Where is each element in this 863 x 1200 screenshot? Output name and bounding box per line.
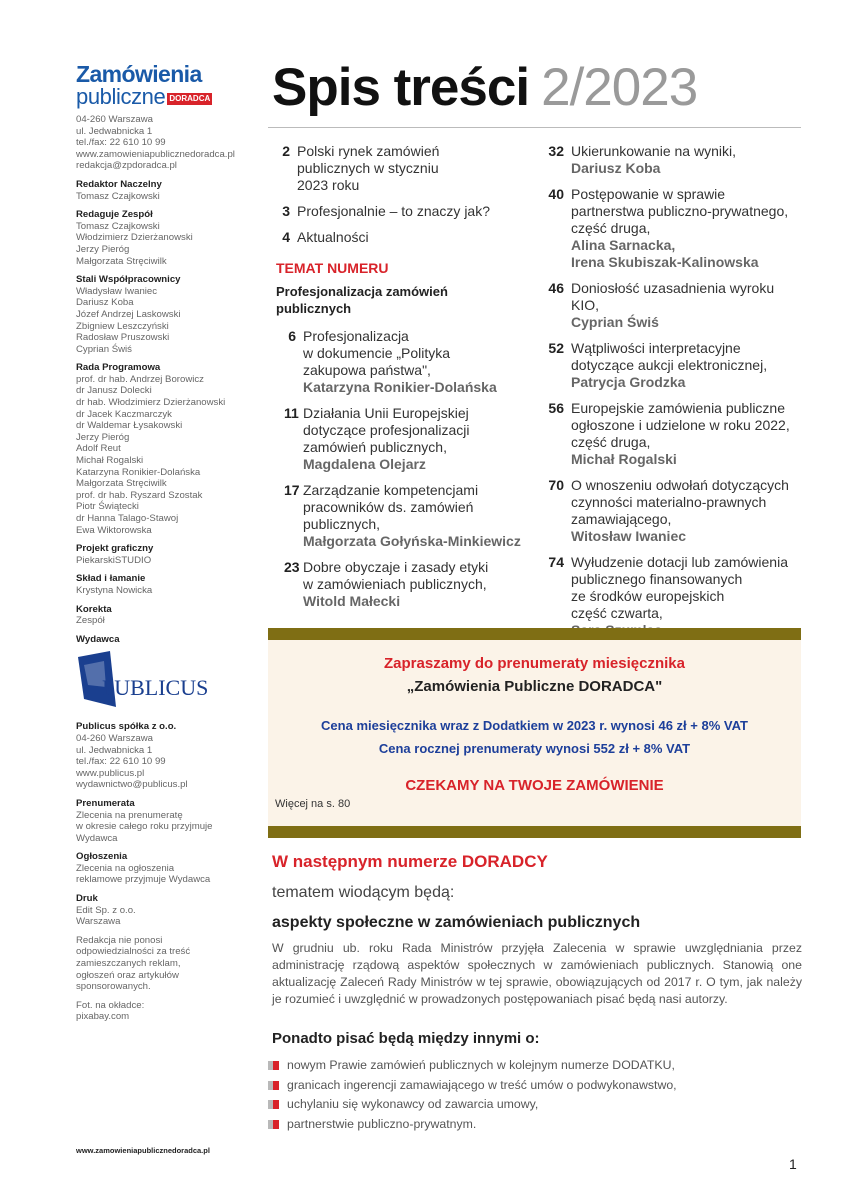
sidebar-block-heading: Ogłoszenia	[76, 851, 128, 863]
toc-title-line: O wnoszeniu odwołań dotyczących	[571, 477, 789, 493]
sidebar-block-heading: Druk	[76, 893, 98, 905]
address-line: tel./fax: 22 610 10 99	[76, 137, 166, 149]
toc-page-number: 70	[548, 477, 564, 493]
publicus-logo	[76, 651, 256, 711]
sidebar-block	[76, 798, 256, 844]
toc-right-column	[542, 143, 804, 648]
toc-title-line: Aktualności	[297, 229, 369, 245]
toc-page-number: 40	[548, 186, 564, 202]
toc-entry[interactable]	[284, 559, 526, 610]
toc-page-number: 32	[548, 143, 564, 159]
address-line: ul. Jedwabnicka 1	[76, 125, 153, 137]
toc-entry[interactable]	[542, 554, 804, 639]
bullet-square-icon	[268, 1100, 279, 1109]
sidebar-block-line: Józef Andrzej Laskowski	[76, 308, 181, 320]
toc-entry-text	[564, 554, 804, 639]
sidebar-block-line[interactable]: www.publicus.pl	[76, 767, 145, 779]
editorial-address	[76, 114, 256, 172]
sidebar-block-line: Małgorzata Stręciwilk	[76, 478, 167, 490]
sidebar-block-line: Katarzyna Ronikier-Dolańska	[76, 466, 201, 478]
toc-entry-text	[564, 340, 804, 391]
sidebar-block-heading: Stali Współpracownicy	[76, 274, 181, 286]
toc-title-line: część druga,	[571, 220, 651, 236]
temat-numeru-title	[276, 283, 526, 317]
publicus-logo-text: PUBLICUS	[102, 675, 209, 701]
sidebar-block	[76, 573, 256, 596]
toc-page-number: 74	[548, 554, 564, 570]
toc-title-line: Zarządzanie kompetencjami	[303, 482, 479, 498]
toc-page-number: 56	[548, 400, 564, 416]
toc-title-line: część czwarta,	[571, 605, 663, 621]
promo-price-yearly: Cena rocznej prenumeraty wynosi 552 zł + 8% VAT	[378, 741, 691, 756]
sidebar-block-heading: Skład i łamanie	[76, 573, 146, 585]
toc-author: Alina Sarnacka, Irena Skubiszak-Kalinowska	[571, 237, 759, 270]
toc-entry-text	[564, 400, 804, 468]
toc-entry[interactable]	[542, 400, 804, 468]
toc-entry-text	[564, 186, 804, 271]
temat-numeru-label: TEMAT NUMERU	[276, 260, 389, 276]
toc-title-line: Dobre obyczaje i zasady etyki	[303, 559, 489, 575]
sidebar-block	[76, 543, 256, 566]
next-topic: aspekty społeczne w zamówieniach publicznych	[272, 914, 641, 931]
sidebar-block-line: Fot. na okładce:	[76, 999, 145, 1011]
promo-invite: Zapraszamy do prenumeraty miesięcznika	[384, 655, 685, 672]
toc-title-line: zamawiającego,	[571, 511, 672, 527]
magazine-logo	[76, 62, 256, 108]
toc-title-line: zakupowa państwa",	[303, 362, 431, 378]
sidebar-block	[76, 721, 256, 791]
toc-title-line: partnerstwa publiczno-prywatnego,	[571, 203, 789, 219]
sidebar-block	[76, 362, 256, 536]
promo-cta[interactable]: CZEKAMY NA TWOJE ZAMÓWIENIE	[405, 777, 664, 794]
toc-title-line: Profesjonalnie – to znaczy jak?	[297, 203, 490, 219]
toc-entry[interactable]	[276, 143, 526, 194]
sidebar-block-line[interactable]: wydawnictwo@publicus.pl	[76, 779, 188, 791]
promo-price-monthly: Cena miesięcznika wraz z Dodatkiem w 2023 r. wynosi 46 zł + 8% VAT	[321, 718, 748, 733]
sidebar-block-heading: Korekta	[76, 603, 112, 615]
toc-author: Michał Rogalski	[571, 451, 677, 467]
toc-title-line: część druga,	[571, 434, 651, 450]
sidebar-block-line: Warszawa	[76, 916, 121, 928]
footer-url[interactable]: www.zamowieniapublicznedoradca.pl	[76, 1146, 210, 1155]
subscription-promo	[268, 628, 801, 838]
toc-title-line: zamówień publicznych,	[303, 439, 447, 455]
editorial-staff	[76, 179, 256, 627]
sidebar-block-line: Zespół	[76, 615, 105, 627]
toc-title-line: Profesjonalizacja	[303, 328, 409, 344]
sidebar-block-line: Radosław Pruszowski	[76, 332, 170, 344]
toc-title-line: publicznego finansowanych	[571, 571, 743, 587]
sidebar-block-line: Cyprian Świś	[76, 343, 132, 355]
sidebar-block-line: Jerzy Pieróg	[76, 431, 130, 443]
toc-entry[interactable]	[284, 482, 526, 550]
toc-entry[interactable]	[542, 186, 804, 271]
toc-entry-text	[296, 482, 526, 550]
toc-title-line: dotyczące aukcji elektronicznej,	[571, 357, 768, 373]
page-title	[272, 58, 697, 118]
bullet-square-icon	[268, 1081, 279, 1090]
sidebar-block-line: Zlecenia na ogłoszenia	[76, 862, 175, 874]
toc-entry[interactable]	[542, 340, 804, 391]
sidebar-block-heading: Projekt graficzny	[76, 543, 154, 555]
toc-entry[interactable]	[276, 229, 526, 246]
sidebar-block	[76, 935, 256, 993]
toc-title-line: Ukierunkowanie na wyniki,	[571, 143, 736, 159]
sidebar-block-line: Zbigniew Leszczyński	[76, 320, 169, 332]
sidebar-block-line: Redakcja nie ponosi	[76, 934, 163, 946]
toc-page-number: 3	[282, 203, 290, 219]
temat-title-line: publicznych	[276, 301, 352, 316]
publisher-details	[76, 721, 256, 1023]
sidebar-block	[76, 1000, 256, 1023]
toc-author: Magdalena Olejarz	[303, 456, 426, 472]
sidebar-block-line: dr Waldemar Łysakowski	[76, 420, 183, 432]
toc-title-line: Postępowanie w sprawie	[571, 186, 726, 202]
toc-page-number: 46	[548, 280, 564, 296]
toc-title-line: Działania Unii Europejskiej	[303, 405, 469, 421]
toc-entry-text	[290, 143, 526, 194]
sidebar-block-heading: Prenumerata	[76, 797, 135, 809]
sidebar-block-line: ogłoszeń oraz artykułów	[76, 969, 179, 981]
toc-title-line: Wyłudzenie dotacji lub zamówienia	[571, 554, 788, 570]
promo-magazine: „Zamówienia Publiczne DORADCA"	[406, 678, 663, 695]
toc-left-column	[276, 143, 526, 619]
toc-title-line: pracowników ds. zamówień	[303, 499, 474, 515]
toc-entry[interactable]	[542, 477, 804, 545]
bullet-text: uchylaniu się wykonawcy od zawarcia umowy,	[287, 1097, 539, 1111]
sidebar-block-line: PiekarskiSTUDIO	[76, 554, 152, 566]
toc-page-number: 52	[548, 340, 564, 356]
toc-entry[interactable]	[276, 203, 526, 220]
toc-author: Witold Małecki	[303, 593, 401, 609]
toc-title-line: w zamówieniach publicznych,	[303, 576, 487, 592]
bullet-text: nowym Prawie zamówień publicznych w kolejnym numerze DODATKU,	[287, 1058, 675, 1072]
sidebar-block-line: Michał Rogalski	[76, 455, 144, 467]
sidebar-block-heading: Rada Programowa	[76, 362, 161, 374]
toc-page-number: 2	[282, 143, 290, 159]
toc-title-line: dotyczące profesjonalizacji	[303, 422, 470, 438]
toc-author: Cyprian Świś	[571, 314, 659, 330]
toc-entry-text	[564, 477, 804, 545]
title-main: Spis treści	[272, 58, 530, 117]
sidebar-block-line: Piotr Świątecki	[76, 501, 139, 513]
sidebar-block-line: ul. Jedwabnicka 1	[76, 744, 153, 756]
next-issue-heading: W następnym numerze DORADCY	[272, 852, 548, 871]
toc-entry[interactable]	[284, 328, 526, 396]
sidebar	[76, 62, 256, 1030]
toc-page-number: 11	[284, 405, 299, 421]
sidebar-block-line: dr hab. Włodzimierz Dzierżanowski	[76, 397, 226, 409]
toc-author: Dariusz Koba	[571, 160, 661, 176]
sidebar-block-line: tel./fax: 22 610 10 99	[76, 756, 166, 768]
title-divider	[268, 127, 801, 128]
toc-title-line: Polski rynek zamówień	[297, 143, 440, 159]
toc-title-line: ze środków europejskich	[571, 588, 725, 604]
sidebar-block-line: Zlecenia na prenumeratę	[76, 809, 183, 821]
title-issue: 2/2023	[541, 58, 698, 117]
sidebar-block-heading: Redaktor Naczelny	[76, 178, 162, 190]
sidebar-block-line: Ewa Wiktorowska	[76, 524, 152, 536]
toc-author: Małgorzata Gołyńska-Minkiewicz	[303, 533, 521, 549]
toc-title-line: ogłoszone i udzielone w roku 2022,	[571, 417, 790, 433]
sidebar-block-line: Krystyna Nowicka	[76, 584, 153, 596]
bullet-item	[268, 1056, 677, 1076]
next-topic-intro: tematem wiodącym będą:	[272, 884, 455, 901]
sidebar-block	[76, 209, 256, 267]
sidebar-block-line: odpowiedzialności za treść	[76, 946, 191, 958]
toc-entry-text	[290, 203, 526, 220]
temat-title-line: Profesjonalizacja zamówień	[276, 284, 448, 299]
sidebar-block-line: Małgorzata Stręciwilk	[76, 255, 167, 267]
sidebar-block-line: Władysław Iwaniec	[76, 285, 158, 297]
bullet-square-icon	[268, 1120, 279, 1129]
logo-line1: Zamówienia	[76, 61, 202, 87]
sidebar-block-line: Jerzy Pieróg	[76, 243, 130, 255]
toc-title-line: 2023 roku	[297, 177, 360, 193]
toc-page-number: 6	[288, 328, 296, 344]
toc-page-number: 4	[282, 229, 290, 245]
toc-entry-text	[296, 405, 526, 473]
sidebar-block-line: dr Hanna Talago-Stawoj	[76, 513, 179, 524]
sidebar-block-line: reklamowe przyjmuje Wydawca	[76, 874, 211, 886]
sidebar-block	[76, 274, 256, 355]
sidebar-block-line: Wydawca	[76, 832, 118, 844]
sidebar-block	[76, 179, 256, 202]
toc-title-line: publicznych,	[303, 516, 381, 532]
toc-entry[interactable]	[542, 143, 804, 177]
sidebar-block-heading: Redaguje Zespół	[76, 209, 153, 221]
logo-line2: publiczne	[76, 84, 166, 109]
bullet-item	[268, 1076, 677, 1096]
toc-author: Witosław Iwaniec	[571, 528, 687, 544]
sidebar-block-line: pixabay.com	[76, 1011, 130, 1023]
sidebar-block-line: dr Janusz Dolecki	[76, 385, 152, 397]
bullet-text: partnerstwie publiczno-prywatnym.	[287, 1116, 477, 1131]
bullet-text: granicach ingerencji zamawiającego w treść umów o podwykonawstwo,	[287, 1077, 677, 1092]
toc-page-number: 17	[284, 482, 300, 498]
promo-more: Więcej na s. 80	[275, 798, 351, 810]
sidebar-block-line: Tomasz Czajkowski	[76, 220, 160, 232]
bullet-square-icon	[268, 1061, 279, 1070]
toc-title-line: Europejskie zamówienia publiczne	[571, 400, 786, 416]
publisher-section	[76, 634, 256, 712]
toc-title-line: czynności materialno-prawnych	[571, 494, 767, 510]
next-body: W grudniu ub. roku Rada Ministrów przyjęła Zalecenia w sprawie uwzględniania przez administrację rządową aspektów społecznych w zamówieniach publicznych. Stanowią one aktualizację Zaleceń Rady Ministrów w tej sprawie, obowiązujących od 2017 r. O tym, jak należy je rozumieć i uwzględnić w prowadzonych postępowaniach pisać będą nasi autorzy.	[272, 941, 802, 1006]
sidebar-block-line: dr Jacek Kaczmarczyk	[76, 408, 172, 420]
sidebar-block-line: Dariusz Koba	[76, 297, 134, 309]
toc-title-line: w dokumencie „Polityka	[303, 345, 451, 361]
toc-title-line: Doniosłość uzasadnienia wyroku KIO,	[571, 280, 775, 313]
sidebar-block-line: zamieszczanych reklam,	[76, 958, 181, 970]
sidebar-block	[76, 851, 256, 886]
sidebar-block-line: prof. dr hab. Ryszard Szostak	[76, 489, 203, 501]
toc-page-number: 23	[284, 559, 300, 575]
toc-author: Patrycja Grodzka	[571, 374, 686, 390]
sidebar-block-line: Adolf Reut	[76, 443, 121, 455]
toc-title-line: Wątpliwości interpretacyjne	[571, 340, 741, 356]
toc-entry-text	[564, 143, 804, 177]
toc-entry[interactable]	[284, 405, 526, 473]
address-line: 04-260 Warszawa	[76, 114, 153, 125]
sidebar-block-line: sponsorowanych.	[76, 981, 151, 993]
next-also-heading: Ponadto pisać będą między innymi o:	[272, 1030, 540, 1047]
publisher-heading: Wydawca	[76, 633, 120, 645]
toc-title-line: publicznych w styczniu	[297, 160, 439, 176]
sidebar-block	[76, 893, 256, 928]
address-line[interactable]: www.zamowieniapublicznedoradca.pl	[76, 148, 235, 160]
toc-entry-text	[564, 280, 804, 331]
page-number: 1	[789, 1156, 797, 1172]
toc-entry-text	[296, 559, 526, 610]
sidebar-block-heading: Publicus spółka z o.o.	[76, 721, 177, 733]
sidebar-block	[76, 604, 256, 627]
logo-badge: DORADCA	[169, 94, 211, 103]
sidebar-block-line: w okresie całego roku przyjmuje	[76, 821, 213, 833]
next-bullet-list	[268, 1056, 677, 1134]
sidebar-block-line: prof. dr hab. Andrzej Borowicz	[76, 373, 204, 385]
sidebar-block-line: Edit Sp. z o.o.	[76, 904, 136, 916]
bullet-item	[268, 1095, 677, 1115]
sidebar-block-line: Włodzimierz Dzierżanowski	[76, 232, 193, 244]
toc-author: Katarzyna Ronikier-Dolańska	[303, 379, 497, 395]
toc-entry[interactable]	[542, 280, 804, 331]
sidebar-block-line: Tomasz Czajkowski	[76, 190, 160, 202]
sidebar-block-line: 04-260 Warszawa	[76, 732, 153, 744]
toc-entry-text	[290, 229, 526, 246]
bullet-item	[268, 1115, 677, 1135]
toc-entry-text	[296, 328, 526, 396]
address-line[interactable]: redakcja@zpdoradca.pl	[76, 160, 177, 172]
